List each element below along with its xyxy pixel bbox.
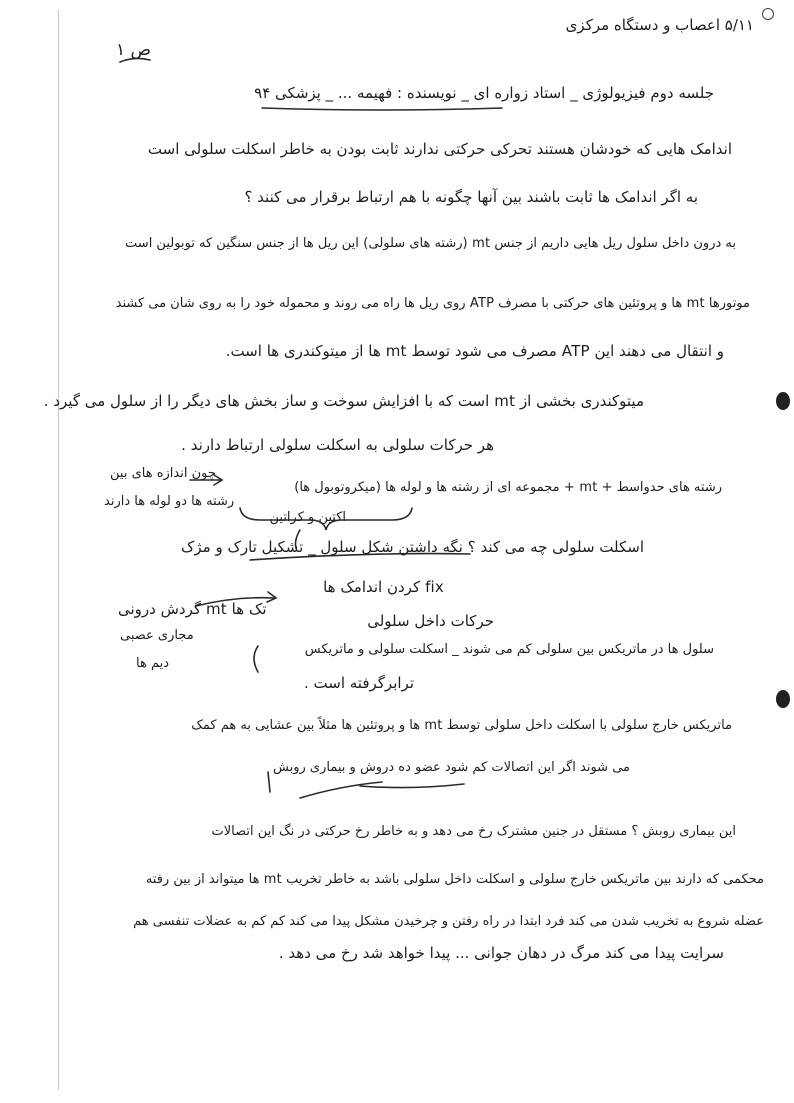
actin-pointer — [296, 530, 301, 548]
line-12: حرکات داخل سلولی — [367, 612, 494, 630]
side-note-line-1: چون اندازه های بین — [110, 466, 216, 481]
line-3: به اگر اندامک ها ثابت باشند بین آنها چگونه با هم ارتباط برقرار می کنند ؟ — [244, 188, 698, 206]
line-10-underline — [250, 554, 470, 560]
line-1: جلسه دوم فیزیولوژی _ استاد زواره ای _ نویسنده : فهیمه ... _ پزشکی ۹۴ — [254, 84, 714, 102]
line-15: ماتریکس خارج سلولی با اسکلت داخل سلولی توسط mt ها و پروتئین ها مثلاً بین عشایی به هم کمک — [191, 718, 732, 733]
line-11: fix کردن اندامک ها — [323, 578, 444, 596]
line-6: و انتقال می دهند این ATP مصرف می شود توسط mt ها از میتوکندری ها است. — [225, 342, 724, 360]
side-note-items: دیم ها — [136, 656, 170, 671]
side-note-line-2: رشته ها دو لوله ها دارند — [104, 494, 235, 509]
line-7: میتوکندری بخشی از mt است که با افزایش سوخت و ساز بخش های دیگر را از سلول می گیرد . — [43, 392, 644, 410]
line-16: می شوند اگر این اتصالات کم شود عضو ده دروش و بیماری روبش — [273, 760, 630, 775]
page-number-underline — [120, 58, 150, 62]
line-4: به درون داخل سلول ریل هایی داریم از جنس mt (رشته های سلولی) این ریل ها از جنس سنگین که توبولین است — [125, 236, 736, 251]
emphasis-underline — [360, 784, 464, 788]
line-17: این بیماری روبش ؟ مستقل در جنین مشترک رخ می دهد و به خاطر رخ حرکتی در نگ این اتصالات — [211, 824, 736, 839]
line-5: موتورها mt ها و پروتئین های حرکتی با مصرف ATP روی ریل ها راه می روند و محموله خود را به روی شان می کشند — [115, 296, 750, 311]
bracket-line-13 — [254, 646, 258, 672]
line-18: محکمی که دارند بین ماتریکس خارج سلولی و اسکلت داخل سلولی باشد به خاطر تخریب mt ها میتواند از بین رفته — [145, 872, 764, 887]
page-number: ص ۱ — [116, 40, 152, 60]
line-8: هر حرکات سلولی به اسکلت سلولی ارتباط دارند . — [181, 436, 494, 454]
brace-under-fibers — [240, 508, 412, 530]
side-note-nerves: مجاری عصبی — [120, 628, 194, 643]
tick-mark — [268, 772, 270, 792]
header-note: ۵/۱۱ اعصاب و دستگاه مرکزی — [565, 16, 754, 34]
line-10: اسکلت سلولی چه می کند ؟ نگه داشتن شکل سلول _ تشکیل تارک و مژک — [180, 538, 644, 556]
line-14: ترابرگرفته است . — [304, 674, 414, 692]
arrow-mt-note — [196, 598, 274, 606]
line-13: سلول ها در ماتریکس بین سلولی کم می شوند _ اسکلت سلولی و ماتریکس — [304, 642, 714, 657]
line-10-annotation: اکتین و کراتین — [269, 510, 346, 525]
line-20: سرایت پیدا می کند مرگ در دهان جوانی ... پیدا خواهد شد رخ می دهد . — [278, 944, 724, 962]
line-9: رشته های حدواسط + mt + مجموعه ای از رشته ها و لوله ها (میکروتوبول ها) — [294, 480, 722, 495]
line-2: اندامک هایی که خودشان هستند تحرکی حرکتی ندارند ثابت بودن به خاطر اسکلت سلولی است — [147, 140, 732, 158]
line-1-underline — [262, 108, 502, 110]
side-note-mt: تک ها mt گردش درونی — [118, 600, 267, 618]
line-19: عضله شروع به تخریب شدن می کند فرد ابتدا در راه رفتن و چرخیدن مشکل پیدا می کند کم کم به عضلات تنفسی هم — [133, 914, 764, 929]
long-stroke — [300, 782, 382, 798]
